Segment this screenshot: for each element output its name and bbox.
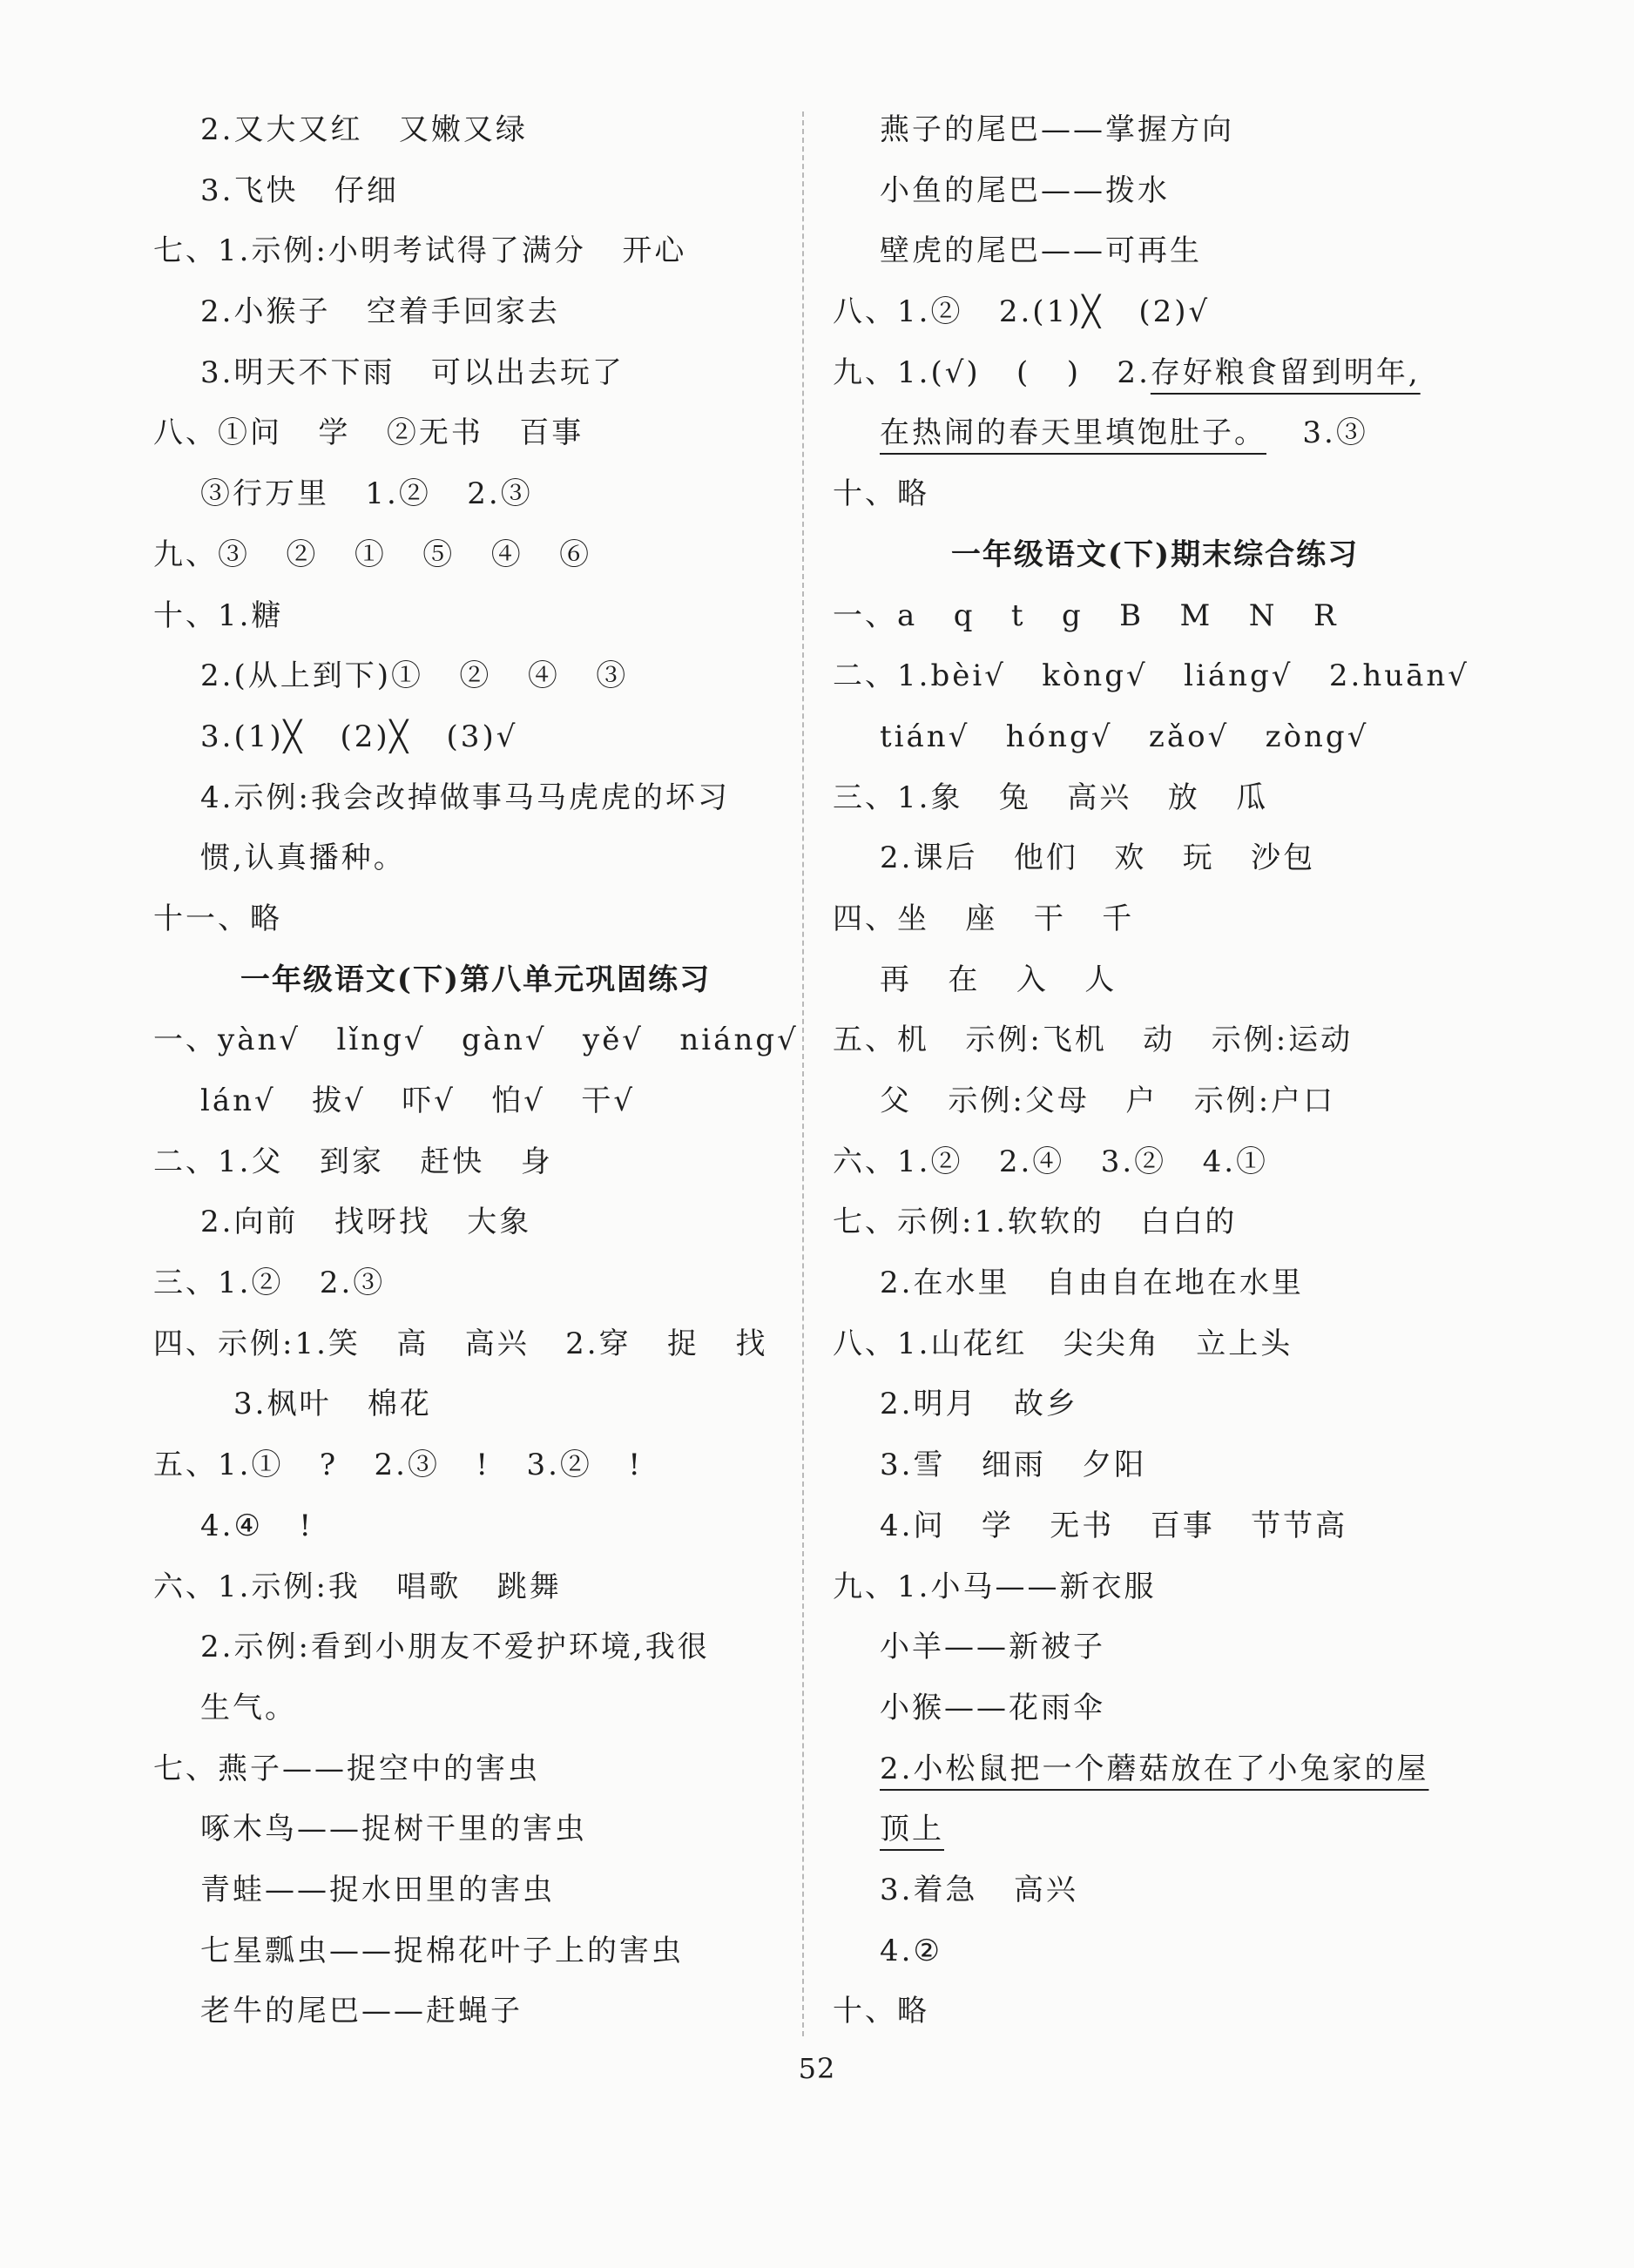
answer-line: 4.示例:我会改掉做事马马虎虎的坏习 <box>200 780 730 815</box>
underlined-answer: 存好粮食留到明年, <box>1150 354 1421 390</box>
answer-line: 五、机 示例:飞机 动 示例:运动 <box>833 1023 1354 1058</box>
answer-line: 4.② <box>880 1933 942 1968</box>
answer-line: 一、yàn√ lǐng√ gàn√ yě√ niáng√ <box>153 1023 799 1058</box>
answer-line <box>833 1799 1477 1860</box>
section-title: 一年级语文(下)期末综合练习 <box>950 537 1360 572</box>
answer-line <box>833 403 1477 464</box>
answer-line: 2.(从上到下)① ② ④ ③ <box>200 658 629 694</box>
answer-line: 十、略 <box>833 476 929 512</box>
answer-line: 3.(1)╳ (2)╳ (3)√ <box>200 719 518 754</box>
answer-line: 八、①问 学 ②无书 百事 <box>153 415 584 451</box>
answer-line: 3.雪 细雨 夕阳 <box>880 1448 1147 1483</box>
answer-line: lán√ 拔√ 吓√ 怕√ 干√ <box>200 1083 636 1118</box>
right-column <box>833 100 1477 2042</box>
answer-line: 壁虎的尾巴——可再生 <box>880 233 1202 269</box>
answer-line: 3.明天不下雨 可以出去玩了 <box>200 354 625 390</box>
answer-line: 2.示例:看到小朋友不爱护环境,我很 <box>200 1630 710 1665</box>
underlined-answer: 2.小松鼠把一个蘑菇放在了小兔家的屋 <box>880 1751 1429 1786</box>
answer-line: 小鱼的尾巴——拨水 <box>880 172 1170 208</box>
answer-line: 一、a q t g B M N R <box>833 597 1339 633</box>
answer-line: 九、1.小马——新衣服 <box>833 1569 1157 1604</box>
answer-line: 2.向前 找呀找 大象 <box>200 1205 532 1240</box>
answer-line: 七、示例:1.软软的 白白的 <box>833 1205 1238 1240</box>
answer-line: 十、1.糖 <box>153 597 284 633</box>
answer-line: 六、1.示例:我 唱歌 跳舞 <box>153 1569 562 1604</box>
answer-line: 2.在水里 自由自在地在水里 <box>880 1266 1304 1301</box>
page-number: 52 <box>798 2052 836 2085</box>
answer-line: 啄木鸟——捉树干里的害虫 <box>200 1812 587 1847</box>
answer-line: 燕子的尾巴——掌握方向 <box>880 112 1234 147</box>
answer-line: 八、1.② 2.(1)╳ (2)√ <box>833 294 1211 330</box>
answer-line: 2.又大又红 又嫩又绿 <box>200 112 528 147</box>
answer-line: 父 示例:父母 户 示例:户口 <box>880 1083 1336 1118</box>
answer-line: 4.④ ! <box>200 1508 314 1543</box>
answer-text: 九、1.(√) ( ) 2. <box>833 354 1151 390</box>
answer-line: 小羊——新被子 <box>880 1630 1105 1665</box>
section-title: 一年级语文(下)第八单元巩固练习 <box>240 962 712 997</box>
answer-line: 青蛙——捉水田里的害虫 <box>200 1872 555 1907</box>
answer-line: 四、示例:1.笑 高 高兴 2.穿 捉 找 <box>153 1326 768 1361</box>
underlined-answer: 顶上 <box>880 1812 944 1847</box>
answer-line: 老牛的尾巴——赶蝇子 <box>200 1994 523 2029</box>
answer-line: tián√ hóng√ zǎo√ zòng√ <box>880 719 1369 754</box>
answer-line: 3.飞快 仔细 <box>200 172 399 208</box>
answer-line: 七星瓢虫——捉棉花叶子上的害虫 <box>200 1933 684 1968</box>
answer-line: 3.着急 高兴 <box>880 1872 1078 1907</box>
answer-line: 2.明月 故乡 <box>880 1387 1078 1422</box>
answer-line: 小猴——花雨伞 <box>880 1690 1105 1725</box>
answer-line: 生气。 <box>200 1690 297 1725</box>
answer-line: 3.枫叶 棉花 <box>233 1387 432 1422</box>
answer-line: 七、燕子——捉空中的害虫 <box>153 1751 540 1786</box>
answer-line: 六、1.② 2.④ 3.② 4.① <box>833 1144 1269 1179</box>
answer-line: 二、1.bèi√ kòng√ liáng√ 2.huān√ <box>833 658 1469 694</box>
answer-line: 2.课后 他们 欢 玩 沙包 <box>880 840 1316 876</box>
answer-line: 五、1.① ? 2.③ ! 3.② ! <box>153 1448 643 1483</box>
answer-line: 十一、略 <box>153 901 282 936</box>
answer-line: 三、1.② 2.③ <box>153 1266 386 1301</box>
answer-line <box>833 1739 1477 1800</box>
answer-line: 十、略 <box>833 1994 929 2029</box>
answer-text: 3.③ <box>1266 415 1368 451</box>
answer-line: 三、1.象 兔 高兴 放 瓜 <box>833 780 1269 815</box>
answer-line: 2.小猴子 空着手回家去 <box>200 294 560 330</box>
answer-line: 惯,认真播种。 <box>200 840 406 876</box>
column-divider <box>802 111 804 2036</box>
answer-line: 九、③ ② ① ⑤ ④ ⑥ <box>153 537 592 572</box>
answer-line: 八、1.山花红 尖尖角 立上头 <box>833 1326 1293 1361</box>
answer-line: 二、1.父 到家 赶快 身 <box>153 1144 553 1179</box>
answer-line: 七、1.示例:小明考试得了满分 开心 <box>153 233 687 269</box>
answer-line <box>833 343 1477 404</box>
left-column <box>153 100 798 2042</box>
underlined-answer: 在热闹的春天里填饱肚子。 <box>880 415 1266 451</box>
answer-line: 4.问 学 无书 百事 节节高 <box>880 1508 1348 1543</box>
answer-line: 四、坐 座 干 千 <box>833 901 1135 936</box>
answer-line: ③行万里 1.② 2.③ <box>200 476 533 512</box>
answer-line: 再 在 入 人 <box>880 962 1117 997</box>
